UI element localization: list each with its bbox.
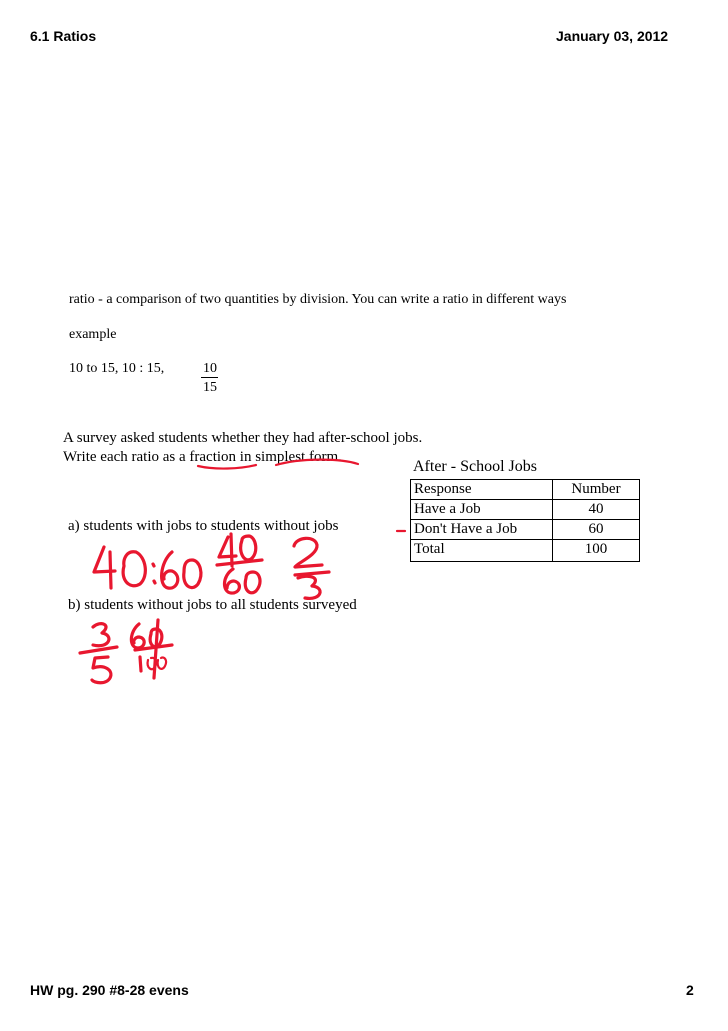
row-label: Don't Have a Job xyxy=(411,520,553,540)
ratio-definition: ratio - a comparison of two quantities by division. You can write a ratio in different ways xyxy=(69,292,567,307)
homework-footer: HW pg. 290 #8-28 evens xyxy=(30,982,189,998)
handwritten-40-over-60 xyxy=(217,534,262,593)
handwritten-60-over-100 xyxy=(131,620,172,678)
underline-fraction xyxy=(198,465,256,469)
row-label: Total xyxy=(411,540,553,562)
header-number: Number xyxy=(553,480,640,500)
handwritten-2-over-3 xyxy=(294,538,329,598)
example-fraction-denominator: 15 xyxy=(203,380,217,395)
handwritten-3-over-5 xyxy=(80,624,117,683)
header-response: Response xyxy=(411,480,553,500)
page-number: 2 xyxy=(686,982,694,998)
handwritten-40-to-60 xyxy=(94,547,201,588)
table-title: After - School Jobs xyxy=(413,458,537,475)
page-title: 6.1 Ratios xyxy=(30,28,97,44)
row-value: 60 xyxy=(553,520,640,540)
page-date: January 03, 2012 xyxy=(556,28,669,44)
example-text: 10 to 15, 10 : 15, xyxy=(69,361,165,376)
row-value: 100 xyxy=(553,540,640,562)
question-a: a) students with jobs to students without jobs xyxy=(68,518,339,534)
row-value: 40 xyxy=(553,500,640,520)
example-fraction-numerator: 10 xyxy=(203,361,217,376)
question-b: b) students without jobs to all students surveyed xyxy=(68,597,357,613)
underline-simplest xyxy=(276,460,358,465)
survey-line-2: Write each ratio as a fraction in simplest form. xyxy=(63,449,342,465)
example-label: example xyxy=(69,327,117,342)
survey-line-1: A survey asked students whether they had after-school jobs. xyxy=(63,430,423,446)
row-label: Have a Job xyxy=(411,500,553,520)
